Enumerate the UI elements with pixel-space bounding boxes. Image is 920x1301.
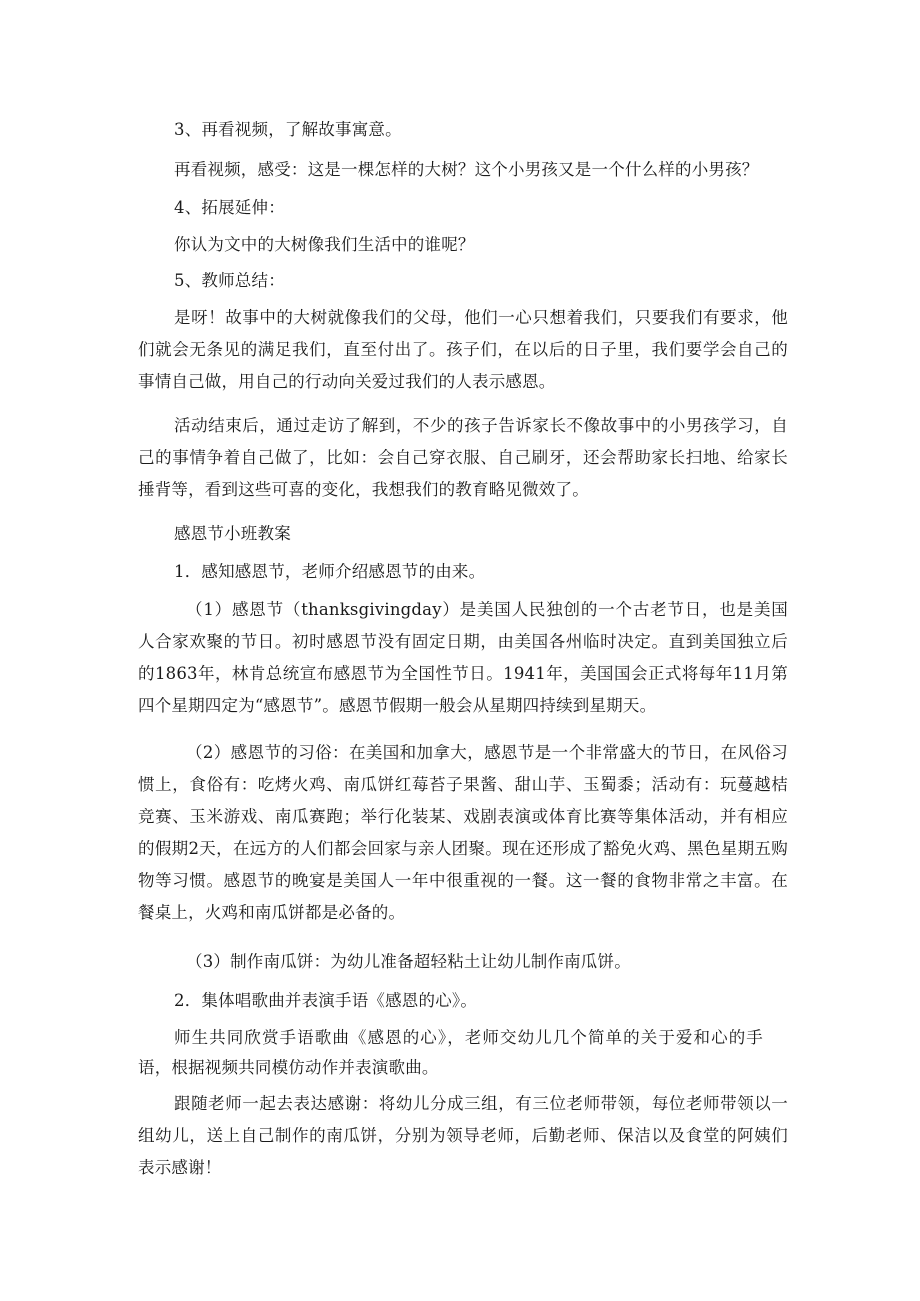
- section-1-heading: 1．感知感恩节，老师介绍感恩节的由来。: [174, 562, 486, 581]
- thanksgiving-customs-paragraph: （2）感恩节的习俗：在美国和加拿大，感恩节是一个非常盛大的节日，在风俗习惯上，食俗有：吃烤火鸡、南瓜饼红莓苔子果酱、甜山芋、玉蜀黍；活动有：玩蔓越桔竞赛、玉米游戏、南瓜赛跑；举行化装某、戏剧表演或体育比赛等集体活动，并有相应的假期2天，在远方的人们都会回家与亲人团聚。现在还形成了豁免火鸡、黑色星期五购物等习惯。感恩节的晚宴是美国人一年中很重视的一餐。这一餐的食物非常之丰富。在餐桌上，火鸡和南瓜饼都是必备的。: [138, 743, 788, 922]
- lesson-plan-title: 感恩节小班教案: [174, 524, 291, 543]
- step-3-heading: 3、再看视频，了解故事寓意。: [174, 120, 402, 139]
- pumpkin-pie-activity-paragraph: （3）制作南瓜饼：为幼儿准备超轻粘土让幼儿制作南瓜饼。: [186, 952, 631, 971]
- activity-result-paragraph: 活动结束后，通过走访了解到，不少的孩子告诉家长不像故事中的小男孩学习，自己的事情争着自己做了，比如：会自己穿衣服、自己刷牙，还会帮助家长扫地、给家长捶背等，看到这些可喜的变化，我想我们的教育略见微效了。: [138, 416, 788, 499]
- step-5-heading: 5、教师总结：: [174, 271, 285, 290]
- sign-language-song-paragraph: 师生共同欣赏手语歌曲《感恩的心》，老师交幼儿几个简单的关于爱和心的手语，根据视频共同模仿动作并表演歌曲。: [138, 1028, 763, 1077]
- section-2-heading: 2．集体唱歌曲并表演手语《感恩的心》。: [174, 991, 478, 1010]
- step-4-question: 你认为文中的大树像我们生活中的谁呢？: [174, 235, 475, 254]
- step-3-question: 再看视频，感受：这是一棵怎样的大树？这个小男孩又是一个什么样的小男孩？: [174, 160, 759, 179]
- express-thanks-paragraph: 跟随老师一起去表达感谢：将幼儿分成三组，有三位老师带领，每位老师带领以一组幼儿，送上自己制作的南瓜饼，分别为领导老师，后勤老师、保洁以及食堂的阿姨们表示感谢！: [138, 1094, 788, 1177]
- thanksgiving-origin-paragraph: （1）感恩节（thanksgivingday）是美国人民独创的一个古老节日，也是美国人合家欢聚的节日。初时感恩节没有固定日期，由美国各州临时决定。直到美国独立后的1863年，林肯总统宣布感恩节为全国性节日。1941年，美国国会正式将每年11月第四个星期四定为“感恩节”。感恩节假期一般会从星期四持续到星期天。: [138, 600, 788, 715]
- step-4-heading: 4、拓展延伸：: [174, 198, 285, 217]
- teacher-summary-paragraph: 是呀！故事中的大树就像我们的父母，他们一心只想着我们，只要我们有要求，他们就会无条见的满足我们，直至付出了。孩子们，在以后的日子里，我们要学会自己的事情自己做，用自己的行动向关爱过我们的人表示感恩。: [138, 308, 788, 391]
